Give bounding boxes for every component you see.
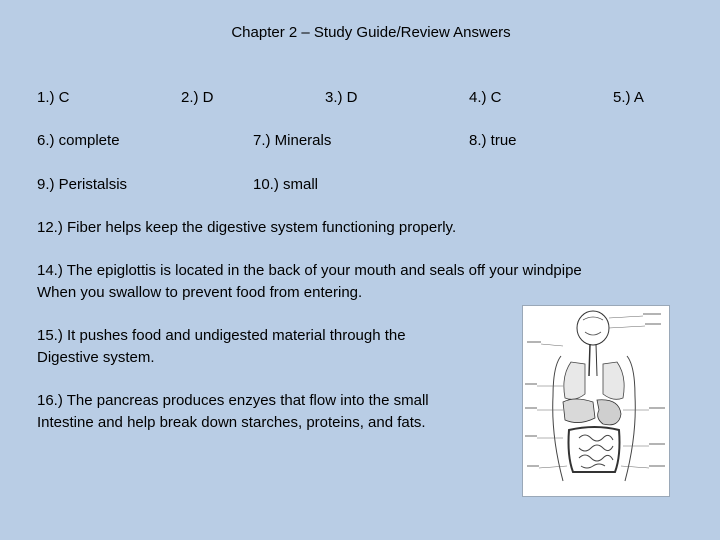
answer-7: 7.) Minerals bbox=[253, 132, 332, 149]
answer-6: 6.) complete bbox=[37, 132, 120, 149]
answer-1: 1.) C bbox=[37, 89, 70, 106]
page-title: Chapter 2 – Study Guide/Review Answers bbox=[231, 24, 511, 41]
answer-16 bbox=[37, 390, 429, 434]
answer-16-line-2: Intestine and help break down starches, proteins, and fats. bbox=[37, 414, 426, 431]
answer-15-line-1: 15.) It pushes food and undigested material through the bbox=[37, 327, 406, 344]
answer-8: 8.) true bbox=[469, 132, 517, 149]
answer-5: 5.) A bbox=[613, 89, 644, 106]
answer-16-line-1: 16.) The pancreas produces enzyes that flow into the small bbox=[37, 392, 429, 409]
answer-14-line-1: 14.) The epiglottis is located in the back of your mouth and seals off your windpipe bbox=[37, 262, 582, 279]
answer-2: 2.) D bbox=[181, 89, 214, 106]
answer-3: 3.) D bbox=[325, 89, 358, 106]
digestive-system-icon bbox=[523, 306, 669, 496]
answer-9: 9.) Peristalsis bbox=[37, 176, 128, 193]
answer-4: 4.) C bbox=[469, 89, 502, 106]
answer-15-line-2: Digestive system. bbox=[37, 349, 155, 366]
answer-10: 10.) small bbox=[253, 176, 319, 193]
answer-12: 12.) Fiber helps keep the digestive system functioning properly. bbox=[37, 219, 457, 236]
answer-15 bbox=[37, 325, 406, 369]
answer-14-line-2: When you swallow to prevent food from entering. bbox=[37, 284, 363, 301]
answer-14 bbox=[37, 260, 582, 304]
digestive-system-diagram bbox=[522, 305, 670, 497]
